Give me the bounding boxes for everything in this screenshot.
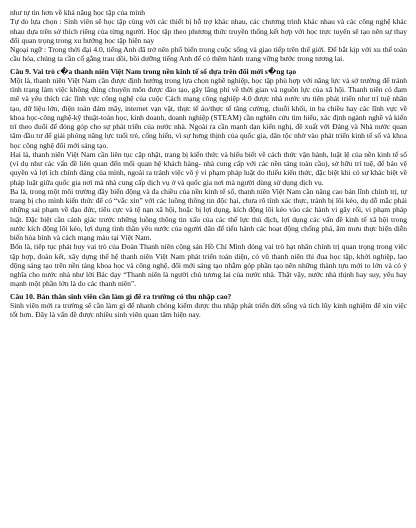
intro-paragraph-1: như tự tin hơn về khả năng học tập của mình (10, 8, 145, 17)
question-9-paragraph-4: Bốn là, tiếp tục phát huy vai trò của Đoàn Thanh niên cộng sản Hồ Chí Minh đóng vai trò hạt nhân chính trị quan trọng trong việc tập hợp, đoàn kết, xây dựng thế hệ thanh niên Việt Nam phát triển toàn diện, có vũ thanh niên thi đua học tập, khởi nghiệp, lao động sáng tạo trên nền tảng khoa học và công nghệ, đổi mới sáng tạo nhằm góp phần tạo nên những thành tựu mới to lớn và có ý nghĩa cho nước nhà như lời Bác dạy “Thanh niên là người chủ tương lai của nước nhà. Thật vậy, nước nhà thịnh hay suy, yếu hay mạnh một phần lớn là do các thanh niên”. (10, 242, 407, 289)
question-9-title: Câu 9. Vai trò c�a thanh niên Việt Nam trong nền kinh tế số dựa trên đổi mới s�ng tạo (10, 66, 297, 76)
question-9-paragraph-3: Ba là, trong một môi trường đầy biến động và đa chiều của nền kinh tế số, thanh niên Việt Nam cần nâng cao bản lĩnh chính trị, tự trang bị cho mình kiến thức để có “vắc xin” với các luồng thông tin độc hại, chưa rõ tính xác thực, tránh bị lôi kéo, dụ dỗ mắc phải những sai phạm về đạo đức, tiêu cực và tệ nạn xã hội, hoặc bị lợi dụng, kích động lôi kéo vào các hành vi gây rối, vi phạm pháp luật. Đặc biệt cần cảnh giác trước những luồng thông tin xấu của các thế lực thù địch, lợi dụng các vấn đề kinh tế xã hội trong nước kích động lôi kéo, lợi dụng tình thần yêu nước của người dân để tiến hành các hoạt động chống phá, âm mưu thực hiện diễn biến hòa bình và cách mạng màu tại Việt Nam. (10, 186, 407, 242)
question-10-title: Câu 10. Bản thân sinh viên cần làm gì để ra trường có thu nhập cao? (10, 291, 232, 301)
intro-paragraph-3: Ngoại ngữ : Trong thời đại 4.0, tiếng Anh đã trở nên phổ biến trong cuộc sống và giao tiếp trên thế giới. Để bắt kịp với xu thế toàn cầu hóa, chúng ta cần cố gắng trau dồi, bồi dưỡng tiếng Anh để có thêm hành trang vững bước trong tương lai. (10, 45, 407, 64)
question-10-paragraph-1: Sinh viên mới ra trường sẽ cần làm gì để nhanh chóng kiếm được thu nhập phát triển đời sống và tích lũy kinh nghiệm để xin việc tốt hơn. Đây là vấn đề được nhiều sinh viên quan tâm hiện nay. (10, 300, 407, 319)
question-9-paragraph-1: Một là, thanh niên Việt Nam cần được định hướng trong lựa chọn nghề nghiệp, học tập phù hợp với năng lực và sở trường để tránh tình trạng làm việc không đúng chuyên môn được đào tạo, gây lãng phí về thời gian và nguồn lực của xã hội. Thanh niên có đam mê và yêu thích các lĩnh vực công nghệ của cuộc Cách mạng công nghiệp 4.0 được nhà nước ưu tiên phát triển như trí tuệ nhân tạo, dữ liệu lớn, điện toán đám mây, internet vạn vật, thực tế ảo/thực tế tăng cường, chuỗi khối, in ba chiều hay các lĩnh vực về khoa học-công nghệ-kỹ thuật-toán học, kinh doanh, doanh nghiệp (STEAM) cần nghiên cứu tìm hiểu, xác định ngành nghề và kiến trí theo đuổi để đóng góp cho sự phát triển của nước nhà. Ngoài ra cần mạnh dạn kiến nghị, đề xuất với Đảng và Nhà nước quan tâm đầu tư để giải phóng năng lực tuổi trẻ, cống hiến, vì sự hưng thịnh của quốc gia, dân tộc nhờ vào phát triển kinh tế số và khoa học công nghệ đổi mới sáng tạo. (10, 75, 407, 150)
question-9-paragraph-2: Hai là, thanh niên Việt Nam cần liên tục cập nhật, trang bị kiến thức và hiểu biết về cách thức vận hành, luật lệ của nền kinh tế số (ví dụ như các vấn đề liên quan đến mối quan hệ khách hàng- nhà cung cấp với các nền tảng toàn cầu), sở hữu trí tuệ, để bảo vệ quyền và lợi ích chính đáng của mình, ngoài ra tránh việc vô ý vi phạm pháp luật do thiếu kiến thức, đặc biệt khi có sự khác biệt về pháp luật giữa quốc gia nơi mà nhà cung cấp dịch vụ ở và quốc gia nơi mà người dùng sử dụng dịch vụ. (10, 149, 407, 187)
document-page (10, 8, 407, 319)
intro-paragraph-2: Tự do lựa chọn : Sinh viên sẽ học tập cùng với các thiết bị hỗ trợ khác nhau, các chương trình khác nhau và các công nghệ khác nhau dựa trên sở thích riêng của từng người. Học tập theo phương thức truyền thống kết hợp với học trực tuyến sẽ tạo nên sự thay đổi quan trọng trong xu hướng học tập hiện nay (10, 17, 407, 45)
